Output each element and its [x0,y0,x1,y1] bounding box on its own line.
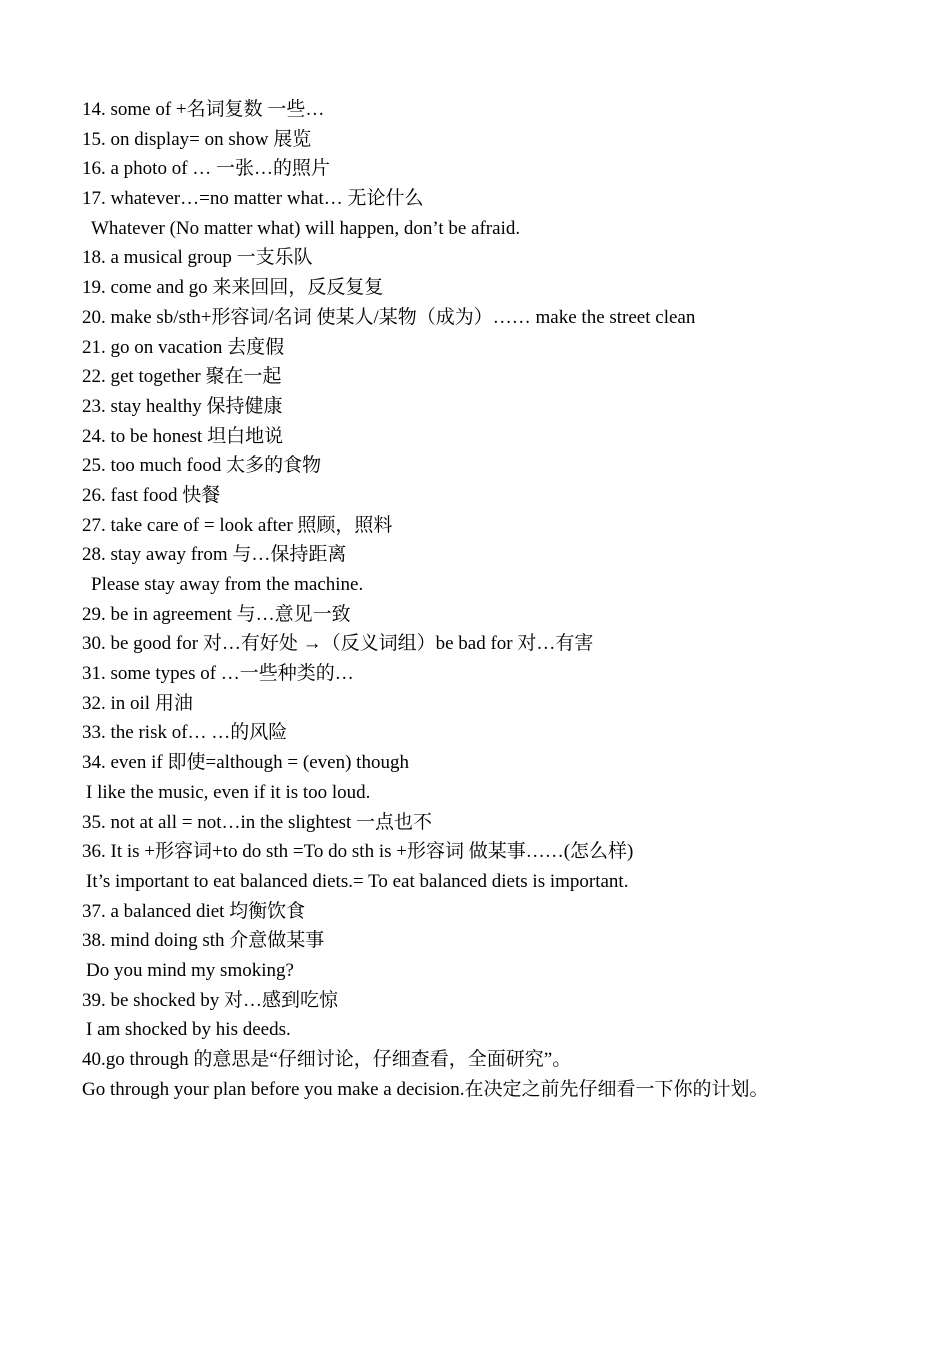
phrase-entry: 19. come and go 来来回回，反反复复 [82,277,384,299]
example-sentence: It’s important to eat balanced diets.= To eat balanced diets is important. [86,870,629,892]
phrase-entry: Go through your plan before you make a decision.在决定之前先仔细看一下你的计划。 [82,1078,769,1100]
phrase-entry: 30. be good for 对…有好处 →（反义词组）be bad for 对…有害 [82,633,594,655]
phrase-entry: 18. a musical group 一支乐队 [82,247,313,269]
phrase-entry: 14. some of +名词复数 一些… [82,99,325,120]
phrase-entry: 27. take care of = look after 照顾，照料 [82,514,393,536]
phrase-entry: 28. stay away from 与…保持距离 [82,544,347,566]
example-sentence: Whatever (No matter what) will happen, don’t be afraid. [91,217,521,239]
phrase-entry: 20. make sb/sth+形容词/名词 使某人/某物（成为）…… make the street clean [82,306,696,328]
phrase-entry: 16. a photo of … 一张…的照片 [82,158,331,180]
example-sentence: Please stay away from the machine. [91,574,364,595]
phrase-entry: 33. the risk of… …的风险 [82,722,288,744]
phrase-entry: 31. some types of …一些种类的… [82,663,354,685]
phrase-entry: 22. get together 聚在一起 [82,366,282,388]
phrase-entry: 36. It is +形容词+to do sth =To do sth is +形容词 做某事……(怎么样) [82,841,634,863]
phrase-entry: 35. not at all = not…in the slightest 一点也不 [82,811,433,833]
phrase-entry: 38. mind doing sth 介意做某事 [82,930,325,952]
example-sentence: I like the music, even if it is too loud. [86,781,371,803]
phrase-entry: 21. go on vacation 去度假 [82,336,285,358]
vocabulary-list [82,95,922,1104]
phrase-entry: 23. stay healthy 保持健康 [82,395,283,417]
example-sentence: I am shocked by his deeds. [86,1019,291,1041]
phrase-entry: 26. fast food 快餐 [82,484,221,506]
phrase-entry: 25. too much food 太多的食物 [82,455,322,477]
phrase-entry: 15. on display= on show 展览 [82,128,312,150]
phrase-entry: 29. be in agreement 与…意见一致 [82,603,351,625]
phrase-entry: 39. be shocked by 对…感到吃惊 [82,989,338,1011]
phrase-entry: 24. to be honest 坦白地说 [82,425,284,447]
phrase-entry: 17. whatever…=no matter what… 无论什么 [82,188,424,210]
phrase-entry: 37. a balanced diet 均衡饮食 [82,900,306,922]
phrase-entry: 32. in oil 用油 [82,692,193,714]
example-sentence: Do you mind my smoking? [86,959,294,981]
phrase-entry: 40.go through 的意思是“仔细讨论，仔细查看，全面研究”。 [82,1049,572,1070]
phrase-entry: 34. even if 即使=although = (even) though [82,752,409,774]
